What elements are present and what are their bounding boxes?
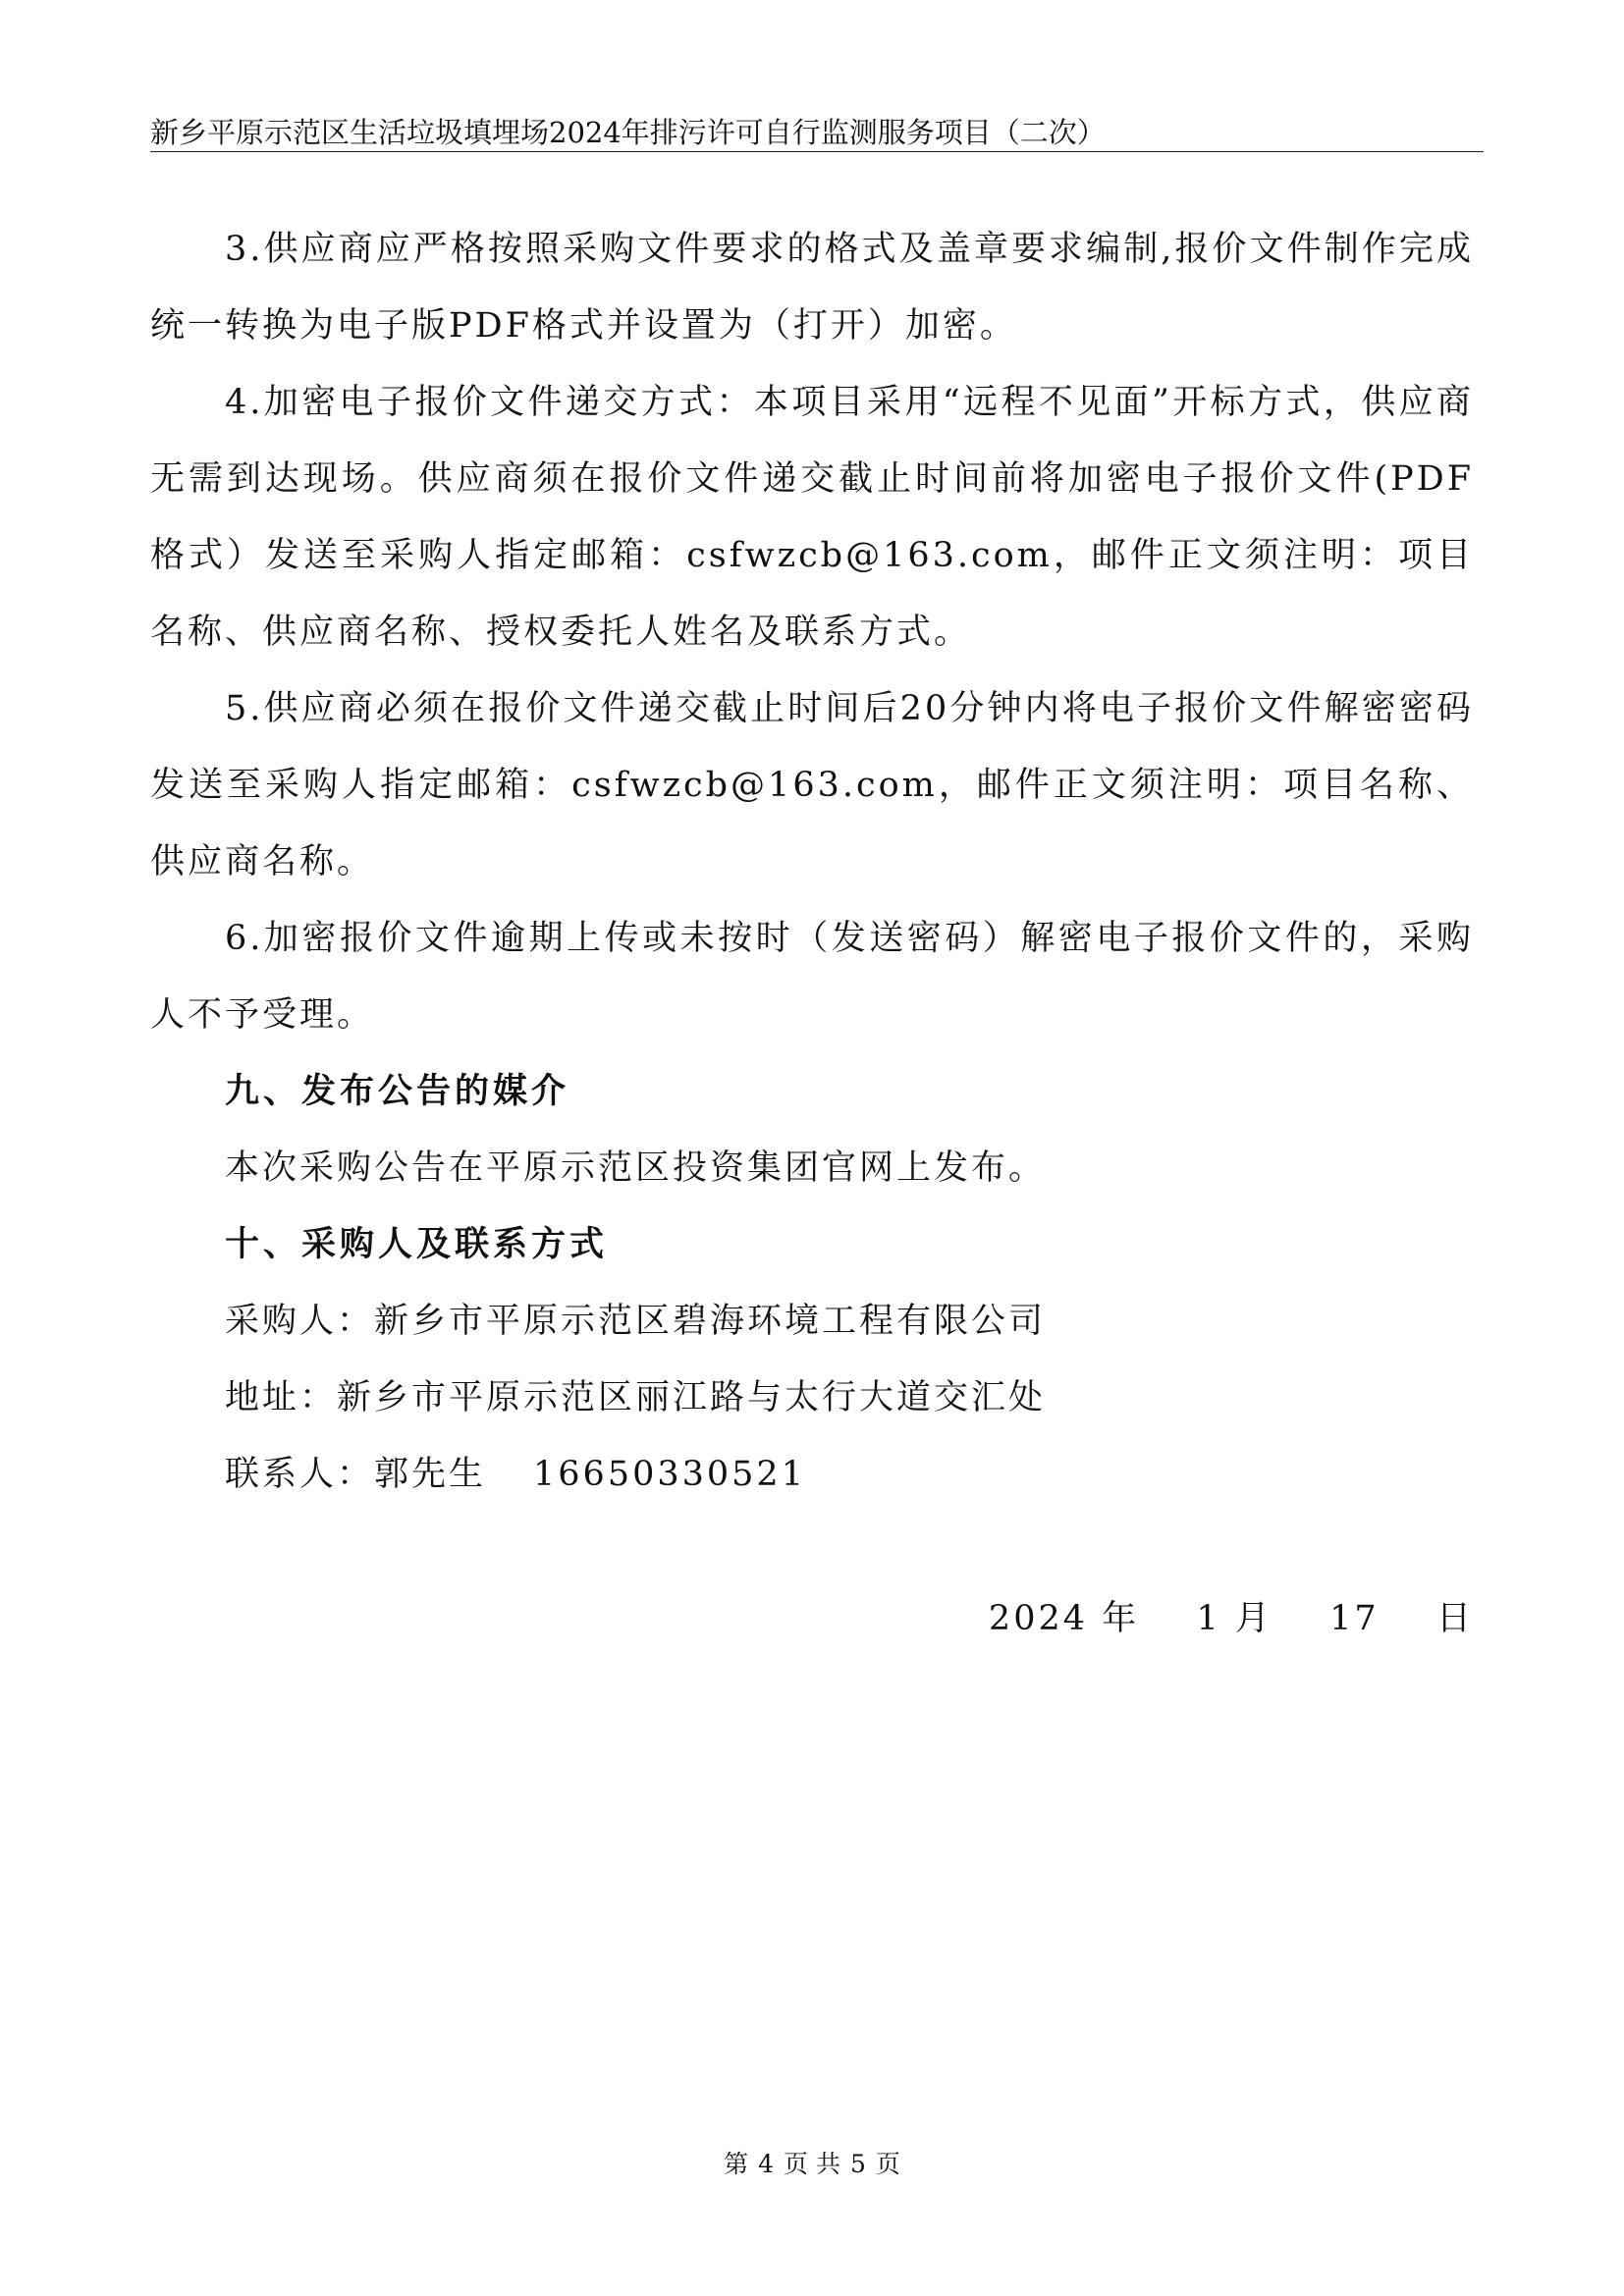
signature-date — [989, 1580, 1474, 1657]
section-10-heading: 十、采购人及联系方式 — [225, 1224, 609, 1264]
contact-name: 联系人：郭先生 — [225, 1455, 487, 1494]
document-body — [150, 211, 1474, 1513]
date-month: 1 — [1196, 1599, 1221, 1638]
paragraph-item-5: 5.供应商必须在报价文件递交截止时间后20分钟内将电子报价文件解密密码发送至采购人指定邮箱：csfwzcb@163.com，邮件正文须注明：项目名称、供应商名称。 — [150, 689, 1474, 881]
footer-page-number: 4 — [758, 2150, 775, 2178]
date-month-unit: 月 — [1234, 1599, 1272, 1638]
section-9-text: 本次采购公告在平原示范区投资集团官网上发布。 — [225, 1148, 1047, 1188]
paragraph-item-4: 4.加密电子报价文件递交方式：本项目采用“远程不见面”开标方式，供应商无需到达现场。供应商须在报价文件递交截止时间前将加密电子报价文件(PDF格式）发送至采购人指定邮箱：csfwzcb@163.com，邮件正文须注明：项目名称、供应商名称、授权委托人姓名及联系方式。 — [150, 383, 1474, 652]
footer-suffix: 页 — [875, 2150, 900, 2178]
date-day-unit: 日 — [1435, 1599, 1474, 1638]
paragraph-item-3: 3.供应商应严格按照采购文件要求的格式及盖章要求编制,报价文件制作完成统一转换为电子版PDF格式并设置为（打开）加密。 — [150, 230, 1474, 346]
page-header-title: 新乡平原示范区生活垃圾填埋场2024年排污许可自行监测服务项目（二次） — [150, 116, 1106, 149]
address-line: 地址：新乡市平原示范区丽江路与太行大道交汇处 — [225, 1378, 1047, 1417]
contact-line — [150, 1436, 1474, 1513]
date-year-unit: 年 — [1102, 1599, 1140, 1638]
footer-mid: 页 共 — [784, 2150, 840, 2178]
header-divider — [150, 151, 1484, 152]
date-day: 17 — [1329, 1599, 1380, 1638]
purchaser-line: 采购人：新乡市平原示范区碧海环境工程有限公司 — [225, 1302, 1047, 1341]
footer-total-pages: 5 — [849, 2150, 866, 2178]
paragraph-item-6: 6.加密报价文件逾期上传或未按时（发送密码）解密电子报价文件的，采购人不予受理。 — [150, 919, 1474, 1035]
footer-prefix: 第 — [724, 2150, 749, 2178]
section-9-heading: 九、发布公告的媒介 — [225, 1071, 570, 1111]
page-number-footer — [0, 2150, 1624, 2179]
date-year: 2024 — [988, 1599, 1088, 1638]
contact-phone: 16650330521 — [533, 1455, 806, 1494]
